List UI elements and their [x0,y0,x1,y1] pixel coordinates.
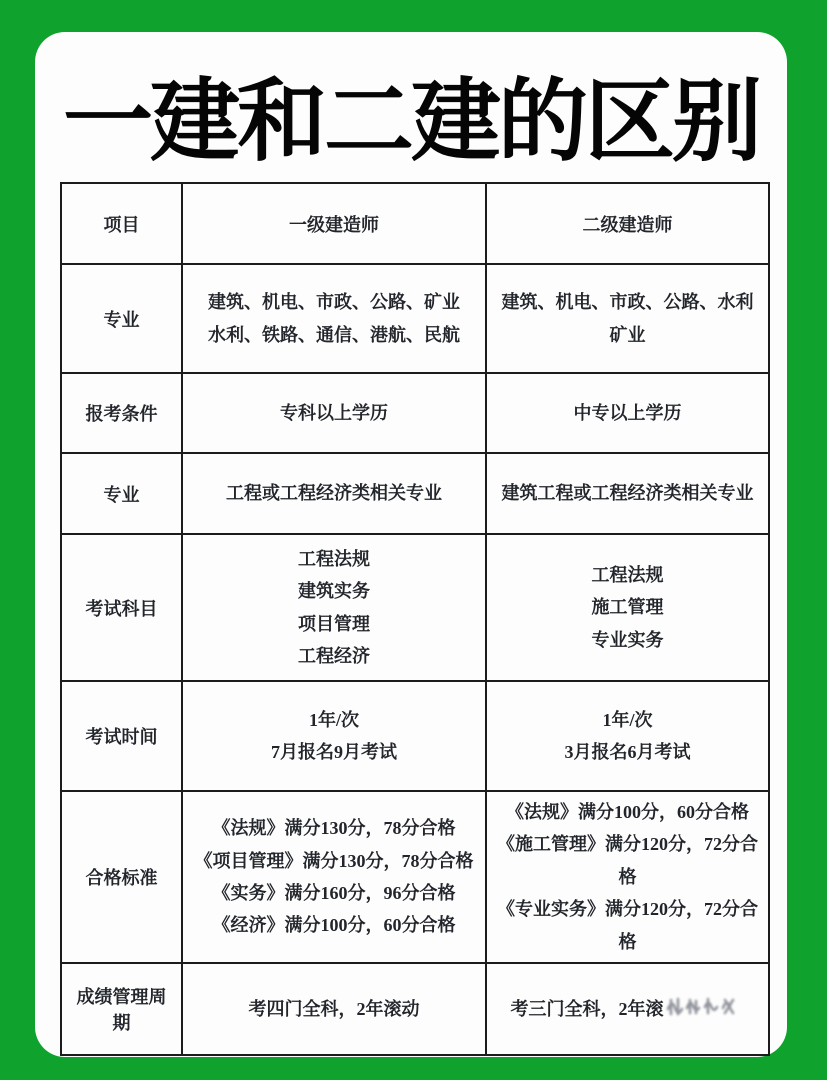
table-header-row [61,183,769,264]
table-row-requirement [61,373,769,453]
table-cell [182,534,486,681]
watermark-scribble [665,995,745,1019]
cell-line: 1年/次 [602,709,653,730]
table-cell [486,373,769,453]
cell-line: 专业实务 [591,629,664,650]
table-row-schedule [61,681,769,791]
cell-line: 《项目管理》满分130分，78分合格 [194,850,474,871]
table-cell [182,681,486,791]
cell-line: 工程或工程经济类相关专业 [226,483,442,504]
cell-line: 考四门全科，2年滚动 [248,998,420,1019]
table-cell [182,963,486,1055]
cell-text: 考三门全科，2年滚 [510,998,664,1019]
table-cell [486,791,769,963]
row-label: 考试时间 [61,681,182,791]
comparison-table [60,182,770,1056]
cell-line: 7月报名9月考试 [271,742,397,762]
cell-line: 建筑实务 [298,581,370,602]
row-label: 合格标准 [61,791,182,963]
table-row-subjects [61,534,769,681]
table-row-validity [61,963,769,1055]
table-cell [182,264,486,373]
cell-line: 《法规》满分100分，60分合格 [506,802,749,822]
row-label: 专业 [61,453,182,534]
col-header-item: 项目 [61,183,182,264]
page-title: 一建和二建的区别 [63,73,759,172]
table-row-major-field [61,453,769,534]
cell-line: 施工管理 [591,597,664,618]
table-cell [486,963,769,1055]
table-cell [486,264,769,373]
cell-line: 1年/次 [308,709,359,730]
cell-line: 《实务》满分160分，96分合格 [212,882,456,903]
col-header-level1: 一级建造师 [182,183,486,264]
table-cell [182,791,486,963]
cell-line: 3月报名6月考试 [564,742,691,762]
cell-line: 建筑工程或工程经济类相关专业 [501,483,754,504]
cell-line: 工程法规 [591,564,664,585]
cell-line: 建筑、机电、市政、公路、矿业 [208,292,460,313]
cell-line: 水利、铁路、通信、港航、民航 [208,324,460,345]
table-cell [486,681,769,791]
table-cell [486,453,769,534]
row-label: 成绩管理周期 [61,963,182,1055]
row-label: 报考条件 [61,373,182,453]
cell-line: 《经济》满分100分，60分合格 [212,915,456,936]
table-cell [182,373,486,453]
row-label: 考试科目 [61,534,182,681]
cell-line: 《专业实务》满分120分，72分合格 [497,899,758,952]
cell-line: 矿业 [609,324,646,345]
table-row-passing [61,791,769,963]
cell-line: 《施工管理》满分120分，72分合格 [497,834,758,887]
cell-line: 建筑、机电、市政、公路、水利 [501,292,754,313]
row-label: 专业 [61,264,182,373]
cell-line: 项目管理 [298,613,370,634]
cell-line: 工程法规 [298,548,370,569]
table-row-major [61,264,769,373]
col-header-level2: 二级建造师 [486,183,769,264]
table-cell [182,453,486,534]
cell-line [495,993,760,1025]
cell-line: 工程经济 [298,645,370,666]
cell-line: 《法规》满分130分，78分合格 [212,818,456,839]
table-cell [486,534,769,681]
cell-line: 专科以上学历 [280,402,388,423]
cell-line: 中专以上学历 [573,402,682,423]
